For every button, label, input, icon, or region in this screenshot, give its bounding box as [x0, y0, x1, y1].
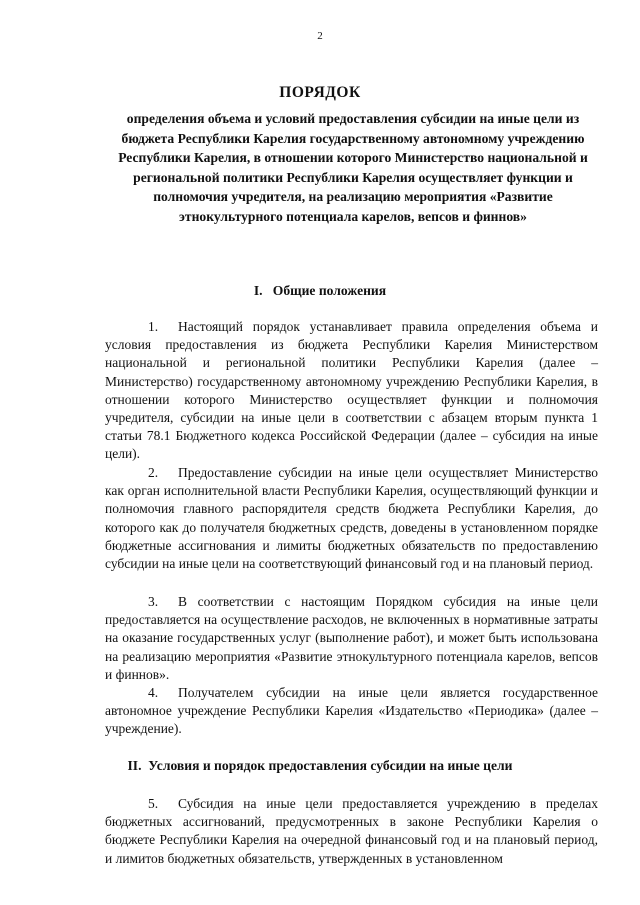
- paragraph-number: 5.: [148, 796, 159, 811]
- paragraph-1: [105, 318, 598, 464]
- section-heading-conditions: II. Условия и порядок предоставления субсидии на иные цели: [127, 758, 513, 773]
- section-heading-general: I. Общие положения: [253, 283, 387, 298]
- paragraph-5: [105, 795, 598, 868]
- paragraph-text: Субсидия на иные цели предоставляется учреждению в пределах бюджетных ассигнований, предусмотренных в законе Республики Карелия о бюджете Республики Карелия на очередной финансовый год и на плановый период, и лимитов бюджетных обязательств, утвержденных в установленном: [105, 796, 598, 866]
- paragraph-text: Настоящий порядок устанавливает правила определения объема и условия предоставления из бюджета Республики Карелия Министерством национальной и региональной политики Республики Карелия (далее – Министерство) государственному автономному учреждению Республики Карелия, в отношении которого Министерство осуществляет функции и полномочия учредителя, субсидии на иные цели в соответствии с абзацем вторым пункта 1 статьи 78.1 Бюджетного кодекса Российской Федерации (далее – субсидия на иные цели).: [105, 319, 598, 462]
- page-number: 2: [317, 30, 323, 42]
- paragraph-number: 3.: [148, 594, 159, 609]
- paragraph-number: 4.: [148, 685, 159, 700]
- paragraph-number: 1.: [148, 319, 159, 334]
- paragraph-number: 2.: [148, 465, 159, 480]
- paragraph-text: Получателем субсидии на иные цели является государственное автономное учреждение Республики Карелия «Издательство «Периодика» (далее – учреждение).: [105, 685, 598, 737]
- paragraph-2: [105, 464, 598, 573]
- paragraph-4: [105, 684, 598, 739]
- document-title: ПОРЯДОК: [279, 84, 361, 101]
- paragraph-text: В соответствии с настоящим Порядком субсидия на иные цели предоставляется на осуществление расходов, не включенных в нормативные затраты на оказание государственных услуг (выполнение работ), и может быть использована на реализацию мероприятия «Развитие этнокультурного потенциала карелов, вепсов и финнов».: [105, 594, 598, 682]
- paragraph-text: Предоставление субсидии на иные цели осуществляет Министерство как орган исполнительной власти Республики Карелия, осуществляющий функции и полномочия главного распорядителя средств бюджета Республики Карелия, до которого как до получателя бюджетных средств, доведены в установленном порядке бюджетные ассигнования и лимиты бюджетных обязательств по предоставлению субсидии на иные цели на соответствующий финансовый год и на плановый период.: [105, 465, 598, 572]
- paragraph-3: [105, 593, 598, 684]
- document-subtitle: определения объема и условий предоставления субсидии на иные цели из бюджета Республики Карелия государственному автономному учреждению Республики Карелия, в отношении которого Министерство национальной и региональной политики Республики Карелия осуществляет функции и полномочия учредителя, на реализацию мероприятия «Развитие этнокультурного потенциала карелов, вепсов и финнов»: [118, 111, 588, 224]
